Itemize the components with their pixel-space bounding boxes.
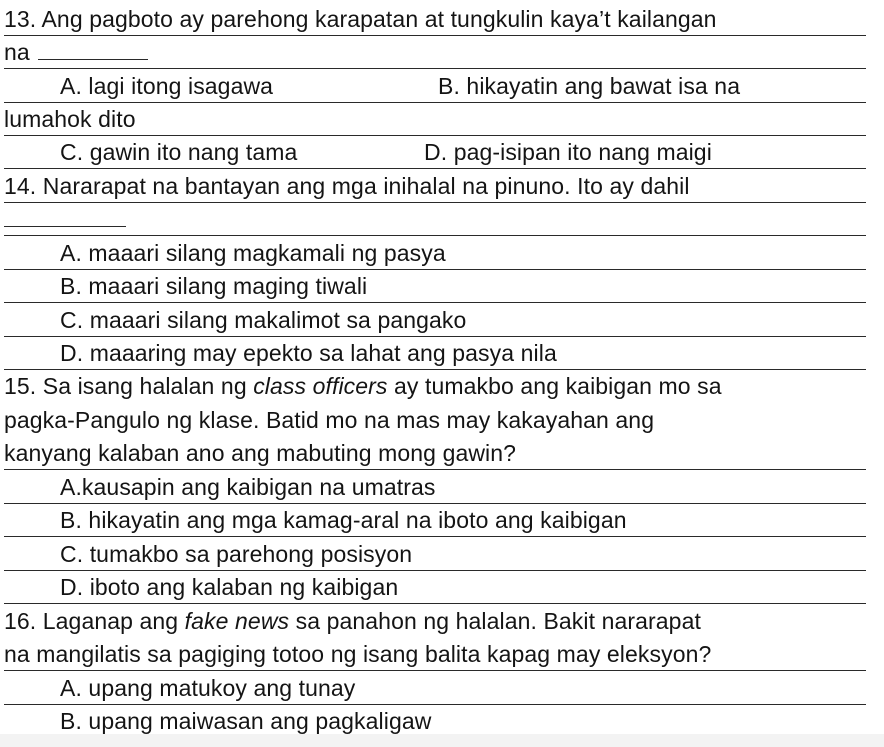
q15-stem-text-1a: 15. Sa isang halalan ng xyxy=(4,373,254,399)
q13-options-cd xyxy=(4,136,866,169)
q15-option-d-line xyxy=(4,571,866,604)
q13-stem-line-2 xyxy=(4,36,866,69)
q13-stem-line-1 xyxy=(4,3,866,36)
q15-stem-text-3: kanyang kalaban ano ang mabuting mong gawin? xyxy=(4,440,517,466)
q13-option-b-continued-line xyxy=(4,103,866,136)
q15-stem-line-1 xyxy=(4,370,866,403)
q14-option-d-line xyxy=(4,337,866,370)
q14-stem-line-2 xyxy=(4,203,866,236)
q14-option-a: A. maaari silang magkamali ng pasya xyxy=(60,240,446,266)
cropped-bottom-edge xyxy=(0,734,884,747)
q16-stem-line-1 xyxy=(4,605,866,638)
q13-stem-text-2: na xyxy=(4,39,30,65)
q15-stem-text-1b: ay tumakbo ang kaibigan mo sa xyxy=(387,373,722,399)
q14-option-b: B. maaari silang maging tiwali xyxy=(60,273,368,299)
q14-option-b-line xyxy=(4,270,866,303)
answer-blank xyxy=(4,212,126,227)
q15-option-b-line xyxy=(4,504,866,537)
q16-option-b: B. upang maiwasan ang pagkaligaw xyxy=(60,708,432,734)
q15-stem-italic: class officers xyxy=(253,373,388,399)
q13-option-b: B. hikayatin ang bawat isa na xyxy=(438,73,741,99)
q14-option-a-line xyxy=(4,237,866,270)
q16-option-a-line xyxy=(4,672,866,705)
q15-option-a: A.kausapin ang kaibigan na umatras xyxy=(60,474,436,500)
q13-option-c: C. gawin ito nang tama xyxy=(60,139,298,165)
q14-option-c: C. maaari silang makalimot sa pangako xyxy=(60,307,467,333)
q14-stem-text-1: 14. Nararapat na bantayan ang mga inihalal na pinuno. Ito ay dahil xyxy=(4,173,690,199)
q16-stem-line-2 xyxy=(4,638,866,671)
q14-option-c-line xyxy=(4,304,866,337)
q14-option-d: D. maaaring may epekto sa lahat ang pasya nila xyxy=(60,340,557,366)
answer-blank xyxy=(38,37,148,60)
q14-stem-line-1 xyxy=(4,170,866,203)
q15-option-c: C. tumakbo sa parehong posisyon xyxy=(60,541,413,567)
q13-option-a: A. lagi itong isagawa xyxy=(60,73,274,99)
q13-option-d: D. pag-isipan ito nang maigi xyxy=(424,139,712,165)
q15-option-a-line xyxy=(4,471,866,504)
q13-option-b-continued: lumahok dito xyxy=(4,106,136,132)
q13-options-ab xyxy=(4,70,866,103)
q16-stem-text-1a: 16. Laganap ang xyxy=(4,608,185,634)
right-margin xyxy=(866,0,884,747)
q16-stem-text-2: na mangilatis sa pagiging totoo ng isang balita kapag may eleksyon? xyxy=(4,641,712,667)
q16-stem-italic: fake news xyxy=(184,608,290,634)
q16-option-b-line xyxy=(4,705,866,734)
q16-option-a: A. upang matukoy ang tunay xyxy=(60,675,356,701)
q15-option-c-line xyxy=(4,538,866,571)
q15-stem-line-3 xyxy=(4,437,866,470)
q15-option-d: D. iboto ang kalaban ng kaibigan xyxy=(60,574,399,600)
q16-stem-text-1b: sa panahon ng halalan. Bakit nararapat xyxy=(289,608,701,634)
q15-option-b: B. hikayatin ang mga kamag-aral na iboto ang kaibigan xyxy=(60,507,627,533)
q15-stem-line-2 xyxy=(4,404,866,437)
q13-stem-text-1: 13. Ang pagboto ay parehong karapatan at tungkulin kaya’t kailangan xyxy=(4,6,717,32)
q15-stem-text-2: pagka-Pangulo ng klase. Batid mo na mas may kakayahan ang xyxy=(4,407,655,433)
